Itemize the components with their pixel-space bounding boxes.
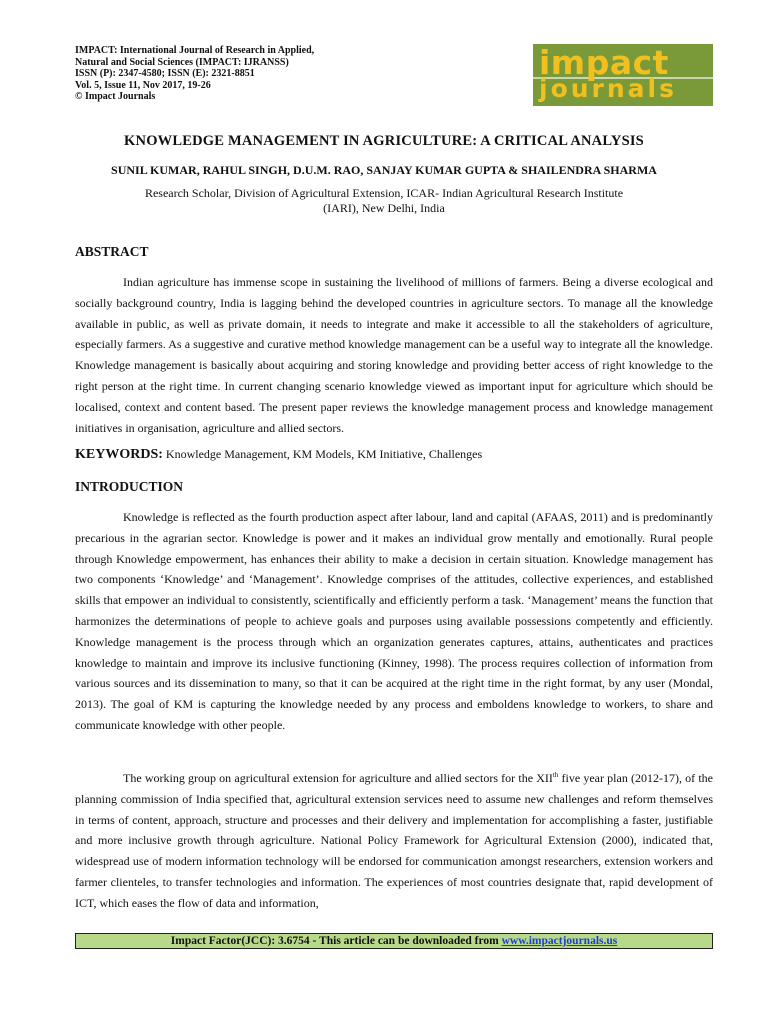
affiliation-line1: Research Scholar, Division of Agricultural Extension, ICAR- Indian Agricultural Research Institute (144, 186, 624, 200)
footer-text: Impact Factor(JCC): 3.6754 - This article can be downloaded from (170, 935, 502, 947)
para2-superscript: th (552, 771, 559, 779)
abstract-text: Indian agriculture has immense scope in sustaining the livelihood of millions of farmers. Being a diverse ecological and socially background country, India is lagging behind the developed countries in agriculture sectors. To manage all the knowledge available in public, as well as private domain, it needs to integrate and make it accessible to all the stakeholders of agriculture, especially farmers. As a suggestive and curative method knowledge management can be a useful way to integrate all the knowledge. Knowledge management is basically about acquiring and storing knowledge and providing better access of right knowledge to the right person at the right time. In current changing scenario knowledge viewed as important input for agriculture which should be localised, context and content based. The present paper reviews the knowledge management process and knowledge management initiatives in organisation, agriculture and allied sectors. (75, 275, 713, 435)
abstract-heading: ABSTRACT (75, 244, 149, 259)
paper-title: KNOWLEDGE MANAGEMENT IN AGRICULTURE: A CRITICAL ANALYSIS (124, 133, 644, 149)
journal-name-line2: Natural and Social Sciences (IMPACT: IJRANSS) (75, 56, 289, 68)
keywords-text: Knowledge Management, KM Models, KM Initiative, Challenges (165, 447, 483, 461)
footer-link[interactable]: www.impactjournals.us (501, 935, 618, 947)
introduction-paragraph-2 (75, 765, 713, 914)
footer-banner (75, 933, 713, 949)
journal-name-line1: IMPACT: International Journal of Research in Applied, (75, 45, 315, 56)
journal-issn: ISSN (P): 2347-4580; ISSN (E): 2321-8851 (75, 68, 255, 80)
paper-affiliation (0, 186, 768, 216)
introduction-paragraph-1: Knowledge is reflected as the fourth production aspect after labour, land and capital (AFAAS, 2011) and is predominantly precarious in the agrarian sector. Knowledge is power and it makes an individual grow mentally and emotionally. Rural people through Knowledge empowerment, has enhances their ability to make a decision in certain situation. Knowledge management has two components ‘Knowledge’ and ‘Management’. Knowledge comprises of the attitudes, collective experiences, and established skills that empower an individual to consistently, scientifically and efficiently perform a task. ‘Management’ means the function that harmonizes the determinations of people to achieve goals and purposes using available possessions competently and efficiently. Knowledge management is the process through which an organization generates captures, attains, authenticates and practices knowledge to maintain and improve its inclusive functioning (Kinney, 1998). The process requires collection of information from various sources and its dissemination to many, so that it can be acquired at the right time in the right format, by any user (Mondal, 2013). The goal of KM is capturing the knowledge needed by any process and emboldens knowledge to workers, to share and communicate knowledge with other people. (75, 510, 713, 732)
journal-copyright: © Impact Journals (75, 91, 156, 103)
para2-text-end: five year plan (2012-17), of the planning commission of India specified that, agricultural extension services need to assume new challenges and reform themselves in terms of content, approach, structure and processes and their delivery and implementation for accomplishing a faster, justifiable and more inclusive growth through agriculture. National Policy Framework for Agricultural Extension (2000), indicated that, widespread use of modern information technology will be endorsed for communication amongst researchers, extension workers and farmer clienteles, to transfer technologies and information. The experiences of most countries designate that, rapid development of ICT, which eases the flow of data and information, (75, 771, 713, 910)
paper-authors: SUNIL KUMAR, RAHUL SINGH, D.U.M. RAO, SANJAY KUMAR GUPTA & SHAILENDRA SHARMA (111, 163, 657, 177)
keywords-label: KEYWORDS: (75, 447, 163, 462)
keywords (75, 447, 482, 463)
introduction-heading: INTRODUCTION (75, 479, 184, 494)
affiliation-line2: (IARI), New Delhi, India (323, 201, 445, 215)
journal-info (75, 45, 395, 103)
logo-text-bottom: journals (539, 74, 677, 103)
para2-text-start: The working group on agricultural extension for agriculture and allied sectors for the XII (123, 771, 553, 785)
logo-text-top: impact (539, 44, 669, 82)
impact-journals-logo (533, 44, 713, 106)
journal-volume: Vol. 5, Issue 11, Nov 2017, 19-26 (75, 79, 211, 91)
